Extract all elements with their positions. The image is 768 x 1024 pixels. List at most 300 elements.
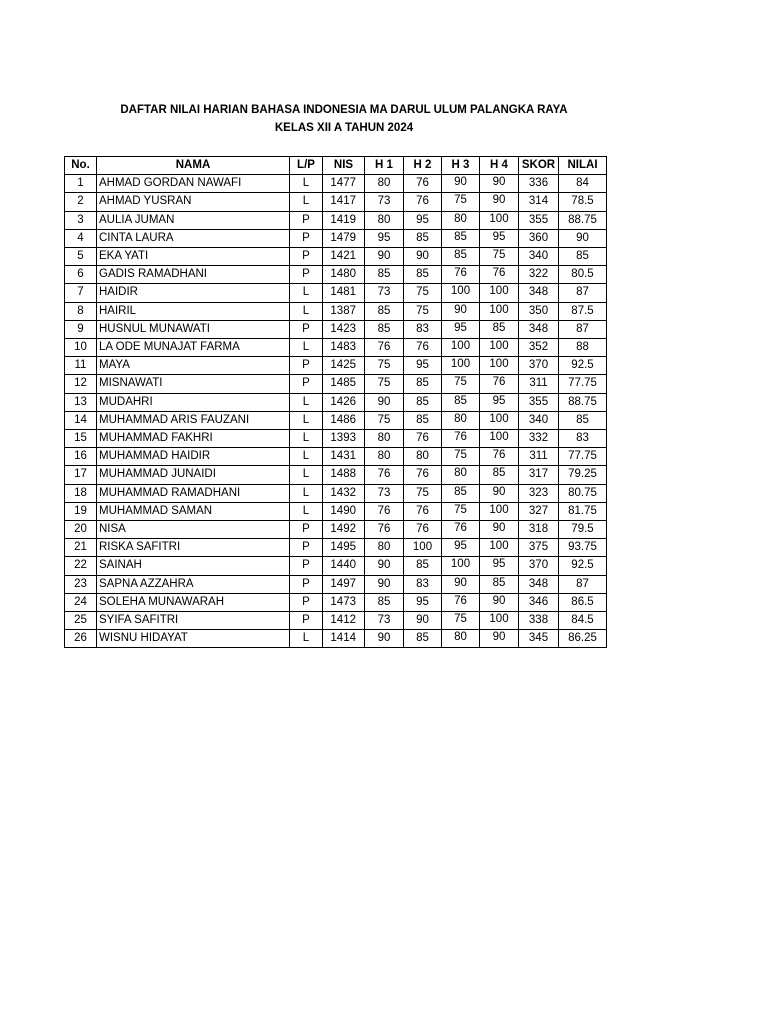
cell-lp: L	[290, 448, 323, 466]
cell-skor: 348	[519, 575, 559, 593]
cell-h2: 76	[404, 521, 442, 539]
cell-lp: P	[290, 521, 323, 539]
cell-h3: 100	[442, 339, 480, 357]
cell-nilai: 87	[559, 575, 607, 593]
cell-nama: MUHAMMAD ARIS FAUZANI	[97, 411, 290, 429]
cell-h4: 95	[480, 393, 519, 411]
cell-nama: MUHAMMAD JUNAIDI	[97, 466, 290, 484]
cell-h4: 100	[480, 411, 519, 429]
cell-nis: 1473	[323, 593, 365, 611]
cell-h4: 100	[480, 357, 519, 375]
cell-nilai: 84.5	[559, 612, 607, 630]
cell-skor: 322	[519, 266, 559, 284]
cell-h4: 85	[480, 466, 519, 484]
cell-skor: 340	[519, 411, 559, 429]
cell-nis: 1492	[323, 521, 365, 539]
cell-nis: 1483	[323, 339, 365, 357]
cell-nama: EKA YATI	[97, 248, 290, 266]
cell-nama: HUSNUL MUNAWATI	[97, 320, 290, 338]
cell-skor: 327	[519, 502, 559, 520]
table-row	[65, 430, 607, 448]
cell-h3: 76	[442, 430, 480, 448]
cell-no: 11	[65, 357, 97, 375]
cell-h2: 85	[404, 266, 442, 284]
header-skor: SKOR	[519, 157, 559, 175]
cell-h2: 83	[404, 320, 442, 338]
document-subtitle: KELAS XII A TAHUN 2024	[274, 122, 414, 134]
cell-lp: P	[290, 612, 323, 630]
cell-no: 25	[65, 612, 97, 630]
cell-nis: 1393	[323, 430, 365, 448]
cell-lp: P	[290, 557, 323, 575]
cell-h2: 83	[404, 575, 442, 593]
cell-h3: 75	[442, 502, 480, 520]
cell-lp: L	[290, 411, 323, 429]
cell-nama: MISNAWATI	[97, 375, 290, 393]
table-row	[65, 502, 607, 520]
cell-h2: 100	[404, 539, 442, 557]
cell-nilai: 78.5	[559, 193, 607, 211]
cell-h4: 90	[480, 630, 519, 648]
cell-skor: 360	[519, 229, 559, 247]
cell-lp: P	[290, 211, 323, 229]
cell-h1: 76	[365, 502, 404, 520]
cell-h3: 75	[442, 375, 480, 393]
table-row	[65, 448, 607, 466]
cell-h1: 75	[365, 375, 404, 393]
cell-h2: 80	[404, 448, 442, 466]
cell-nis: 1417	[323, 193, 365, 211]
cell-h3: 75	[442, 612, 480, 630]
header-nama: NAMA	[97, 157, 290, 175]
cell-h1: 80	[365, 211, 404, 229]
cell-nama: AHMAD YUSRAN	[97, 193, 290, 211]
cell-h1: 73	[365, 612, 404, 630]
cell-h1: 76	[365, 339, 404, 357]
table-row	[65, 411, 607, 429]
cell-skor: 346	[519, 593, 559, 611]
cell-lp: P	[290, 357, 323, 375]
cell-h1: 75	[365, 357, 404, 375]
cell-nilai: 93.75	[559, 539, 607, 557]
table-row	[65, 557, 607, 575]
header-no: No.	[65, 157, 97, 175]
table-row	[65, 539, 607, 557]
cell-h3: 76	[442, 266, 480, 284]
table-row	[65, 193, 607, 211]
cell-h3: 80	[442, 411, 480, 429]
table-row	[65, 357, 607, 375]
cell-skor: 311	[519, 448, 559, 466]
cell-h4: 95	[480, 229, 519, 247]
cell-nis: 1423	[323, 320, 365, 338]
cell-no: 1	[65, 175, 97, 193]
cell-h2: 76	[404, 466, 442, 484]
cell-no: 18	[65, 484, 97, 502]
cell-nama: LA ODE MUNAJAT FARMA	[97, 339, 290, 357]
cell-nilai: 79.5	[559, 521, 607, 539]
cell-no: 15	[65, 430, 97, 448]
cell-nis: 1419	[323, 211, 365, 229]
cell-lp: P	[290, 248, 323, 266]
cell-h1: 80	[365, 430, 404, 448]
cell-nis: 1431	[323, 448, 365, 466]
cell-nama: RISKA SAFITRI	[97, 539, 290, 557]
cell-nama: MAYA	[97, 357, 290, 375]
cell-lp: P	[290, 375, 323, 393]
cell-h3: 90	[442, 575, 480, 593]
cell-nis: 1479	[323, 229, 365, 247]
cell-nis: 1414	[323, 630, 365, 648]
cell-no: 12	[65, 375, 97, 393]
cell-h4: 90	[480, 175, 519, 193]
cell-nilai: 90	[559, 229, 607, 247]
cell-lp: L	[290, 193, 323, 211]
cell-lp: L	[290, 502, 323, 520]
table-row	[65, 521, 607, 539]
grades-table-body	[65, 175, 607, 648]
cell-h2: 75	[404, 484, 442, 502]
cell-no: 22	[65, 557, 97, 575]
cell-h1: 85	[365, 266, 404, 284]
cell-h1: 90	[365, 575, 404, 593]
cell-lp: L	[290, 302, 323, 320]
cell-no: 9	[65, 320, 97, 338]
header-h3: H 3	[442, 157, 480, 175]
cell-h2: 85	[404, 375, 442, 393]
cell-skor: 336	[519, 175, 559, 193]
cell-h1: 85	[365, 593, 404, 611]
cell-h3: 85	[442, 248, 480, 266]
cell-h1: 90	[365, 557, 404, 575]
cell-h3: 100	[442, 357, 480, 375]
cell-h4: 90	[480, 193, 519, 211]
table-row	[65, 593, 607, 611]
cell-h3: 80	[442, 630, 480, 648]
cell-h4: 85	[480, 575, 519, 593]
cell-h2: 76	[404, 175, 442, 193]
cell-h2: 90	[404, 612, 442, 630]
cell-h1: 90	[365, 393, 404, 411]
table-row	[65, 612, 607, 630]
cell-skor: 345	[519, 630, 559, 648]
cell-h2: 75	[404, 302, 442, 320]
cell-h3: 75	[442, 448, 480, 466]
cell-h3: 75	[442, 193, 480, 211]
cell-skor: 332	[519, 430, 559, 448]
cell-h4: 76	[480, 266, 519, 284]
header-h4: H 4	[480, 157, 519, 175]
cell-lp: P	[290, 593, 323, 611]
cell-h1: 76	[365, 521, 404, 539]
cell-nis: 1387	[323, 302, 365, 320]
cell-nama: MUDAHRI	[97, 393, 290, 411]
cell-skor: 317	[519, 466, 559, 484]
cell-nilai: 86.25	[559, 630, 607, 648]
cell-h1: 90	[365, 248, 404, 266]
cell-h1: 73	[365, 284, 404, 302]
cell-no: 26	[65, 630, 97, 648]
cell-h3: 85	[442, 484, 480, 502]
cell-h3: 100	[442, 557, 480, 575]
cell-nis: 1486	[323, 411, 365, 429]
cell-h3: 80	[442, 211, 480, 229]
cell-lp: L	[290, 630, 323, 648]
cell-skor: 311	[519, 375, 559, 393]
cell-nilai: 77.75	[559, 375, 607, 393]
header-h1: H 1	[365, 157, 404, 175]
cell-skor: 348	[519, 320, 559, 338]
cell-no: 21	[65, 539, 97, 557]
table-row	[65, 248, 607, 266]
cell-h1: 80	[365, 448, 404, 466]
table-row	[65, 284, 607, 302]
cell-h3: 80	[442, 466, 480, 484]
cell-h1: 90	[365, 630, 404, 648]
cell-h4: 100	[480, 430, 519, 448]
cell-h2: 85	[404, 411, 442, 429]
cell-skor: 350	[519, 302, 559, 320]
cell-h1: 85	[365, 302, 404, 320]
cell-h4: 90	[480, 593, 519, 611]
header-nilai: NILAI	[559, 157, 607, 175]
cell-nama: HAIRIL	[97, 302, 290, 320]
header-h2: H 2	[404, 157, 442, 175]
cell-nis: 1488	[323, 466, 365, 484]
cell-no: 19	[65, 502, 97, 520]
cell-no: 4	[65, 229, 97, 247]
cell-nis: 1497	[323, 575, 365, 593]
cell-nama: SAINAH	[97, 557, 290, 575]
cell-h3: 95	[442, 539, 480, 557]
table-row	[65, 630, 607, 648]
cell-lp: P	[290, 539, 323, 557]
cell-h4: 76	[480, 448, 519, 466]
cell-h2: 85	[404, 229, 442, 247]
cell-nilai: 84	[559, 175, 607, 193]
cell-nama: SYIFA SAFITRI	[97, 612, 290, 630]
cell-nis: 1480	[323, 266, 365, 284]
cell-h4: 100	[480, 284, 519, 302]
cell-skor: 355	[519, 393, 559, 411]
cell-h3: 76	[442, 521, 480, 539]
cell-nama: WISNU HIDAYAT	[97, 630, 290, 648]
cell-h2: 85	[404, 393, 442, 411]
cell-h2: 95	[404, 593, 442, 611]
cell-lp: L	[290, 339, 323, 357]
cell-nis: 1481	[323, 284, 365, 302]
cell-skor: 370	[519, 557, 559, 575]
table-row	[65, 484, 607, 502]
cell-lp: P	[290, 229, 323, 247]
cell-no: 6	[65, 266, 97, 284]
cell-lp: L	[290, 393, 323, 411]
cell-lp: L	[290, 175, 323, 193]
cell-nama: CINTA LAURA	[97, 229, 290, 247]
cell-h2: 76	[404, 339, 442, 357]
cell-h3: 90	[442, 175, 480, 193]
cell-nis: 1425	[323, 357, 365, 375]
cell-h2: 85	[404, 630, 442, 648]
cell-h2: 76	[404, 502, 442, 520]
table-row	[65, 575, 607, 593]
cell-nama: MUHAMMAD FAKHRI	[97, 430, 290, 448]
cell-h3: 76	[442, 593, 480, 611]
cell-nis: 1495	[323, 539, 365, 557]
table-row	[65, 393, 607, 411]
cell-h4: 100	[480, 339, 519, 357]
cell-h2: 90	[404, 248, 442, 266]
cell-skor: 318	[519, 521, 559, 539]
cell-nilai: 87.5	[559, 302, 607, 320]
cell-h2: 95	[404, 211, 442, 229]
cell-h4: 90	[480, 521, 519, 539]
cell-nilai: 85	[559, 248, 607, 266]
cell-lp: L	[290, 466, 323, 484]
cell-h2: 95	[404, 357, 442, 375]
cell-nilai: 92.5	[559, 557, 607, 575]
cell-h1: 80	[365, 175, 404, 193]
cell-h4: 100	[480, 211, 519, 229]
table-row	[65, 229, 607, 247]
cell-nis: 1490	[323, 502, 365, 520]
cell-lp: L	[290, 430, 323, 448]
cell-h4: 100	[480, 539, 519, 557]
cell-nama: MUHAMMAD RAMADHANI	[97, 484, 290, 502]
cell-skor: 355	[519, 211, 559, 229]
cell-no: 13	[65, 393, 97, 411]
cell-nis: 1426	[323, 393, 365, 411]
cell-no: 14	[65, 411, 97, 429]
cell-h3: 100	[442, 284, 480, 302]
cell-h4: 75	[480, 248, 519, 266]
cell-no: 2	[65, 193, 97, 211]
table-row	[65, 466, 607, 484]
cell-h2: 85	[404, 557, 442, 575]
cell-h2: 75	[404, 284, 442, 302]
table-row	[65, 175, 607, 193]
cell-skor: 370	[519, 357, 559, 375]
table-row	[65, 320, 607, 338]
cell-h1: 85	[365, 320, 404, 338]
cell-nilai: 81.75	[559, 502, 607, 520]
cell-h1: 73	[365, 484, 404, 502]
cell-h1: 76	[365, 466, 404, 484]
cell-lp: P	[290, 320, 323, 338]
cell-nilai: 80.5	[559, 266, 607, 284]
table-row	[65, 266, 607, 284]
cell-h4: 76	[480, 375, 519, 393]
cell-nama: MUHAMMAD SAMAN	[97, 502, 290, 520]
cell-nilai: 86.5	[559, 593, 607, 611]
cell-nilai: 85	[559, 411, 607, 429]
cell-nilai: 88.75	[559, 211, 607, 229]
cell-skor: 338	[519, 612, 559, 630]
cell-nilai: 88.75	[559, 393, 607, 411]
cell-nilai: 83	[559, 430, 607, 448]
cell-nama: AULIA JUMAN	[97, 211, 290, 229]
cell-h1: 73	[365, 193, 404, 211]
header-nis: NIS	[323, 157, 365, 175]
cell-lp: P	[290, 575, 323, 593]
cell-nilai: 79.25	[559, 466, 607, 484]
cell-nama: AHMAD GORDAN NAWAFI	[97, 175, 290, 193]
cell-skor: 340	[519, 248, 559, 266]
cell-h1: 75	[365, 411, 404, 429]
cell-h4: 100	[480, 502, 519, 520]
cell-nilai: 87	[559, 320, 607, 338]
cell-nilai: 77.75	[559, 448, 607, 466]
table-row	[65, 339, 607, 357]
table-row	[65, 302, 607, 320]
table-row	[65, 375, 607, 393]
cell-h3: 90	[442, 302, 480, 320]
grades-table	[64, 156, 607, 648]
cell-nilai: 80.75	[559, 484, 607, 502]
cell-skor: 314	[519, 193, 559, 211]
cell-h1: 80	[365, 539, 404, 557]
cell-h2: 76	[404, 430, 442, 448]
cell-no: 5	[65, 248, 97, 266]
cell-skor: 348	[519, 284, 559, 302]
cell-nilai: 87	[559, 284, 607, 302]
cell-h4: 95	[480, 557, 519, 575]
cell-nama: SAPNA AZZAHRA	[97, 575, 290, 593]
cell-h4: 100	[480, 302, 519, 320]
table-row	[65, 211, 607, 229]
cell-nama: NISA	[97, 521, 290, 539]
cell-nis: 1440	[323, 557, 365, 575]
cell-h4: 85	[480, 320, 519, 338]
cell-no: 20	[65, 521, 97, 539]
cell-h2: 76	[404, 193, 442, 211]
cell-skor: 352	[519, 339, 559, 357]
cell-nis: 1412	[323, 612, 365, 630]
cell-lp: P	[290, 266, 323, 284]
cell-nilai: 92.5	[559, 357, 607, 375]
cell-no: 16	[65, 448, 97, 466]
cell-lp: L	[290, 484, 323, 502]
cell-nis: 1432	[323, 484, 365, 502]
cell-h4: 100	[480, 612, 519, 630]
cell-nilai: 88	[559, 339, 607, 357]
cell-h3: 95	[442, 320, 480, 338]
cell-no: 7	[65, 284, 97, 302]
cell-no: 3	[65, 211, 97, 229]
cell-skor: 323	[519, 484, 559, 502]
cell-no: 17	[65, 466, 97, 484]
cell-nama: GADIS RAMADHANI	[97, 266, 290, 284]
cell-no: 10	[65, 339, 97, 357]
cell-no: 24	[65, 593, 97, 611]
cell-nis: 1477	[323, 175, 365, 193]
cell-no: 8	[65, 302, 97, 320]
cell-h1: 95	[365, 229, 404, 247]
cell-nis: 1421	[323, 248, 365, 266]
cell-nama: HAIDIR	[97, 284, 290, 302]
table-header-row	[65, 157, 607, 175]
cell-h3: 85	[442, 229, 480, 247]
header-lp: L/P	[290, 157, 323, 175]
cell-h4: 90	[480, 484, 519, 502]
cell-h3: 85	[442, 393, 480, 411]
document-title: DAFTAR NILAI HARIAN BAHASA INDONESIA MA DARUL ULUM PALANGKA RAYA	[120, 104, 568, 116]
cell-nis: 1485	[323, 375, 365, 393]
cell-skor: 375	[519, 539, 559, 557]
cell-nama: MUHAMMAD HAIDIR	[97, 448, 290, 466]
cell-lp: L	[290, 284, 323, 302]
cell-no: 23	[65, 575, 97, 593]
